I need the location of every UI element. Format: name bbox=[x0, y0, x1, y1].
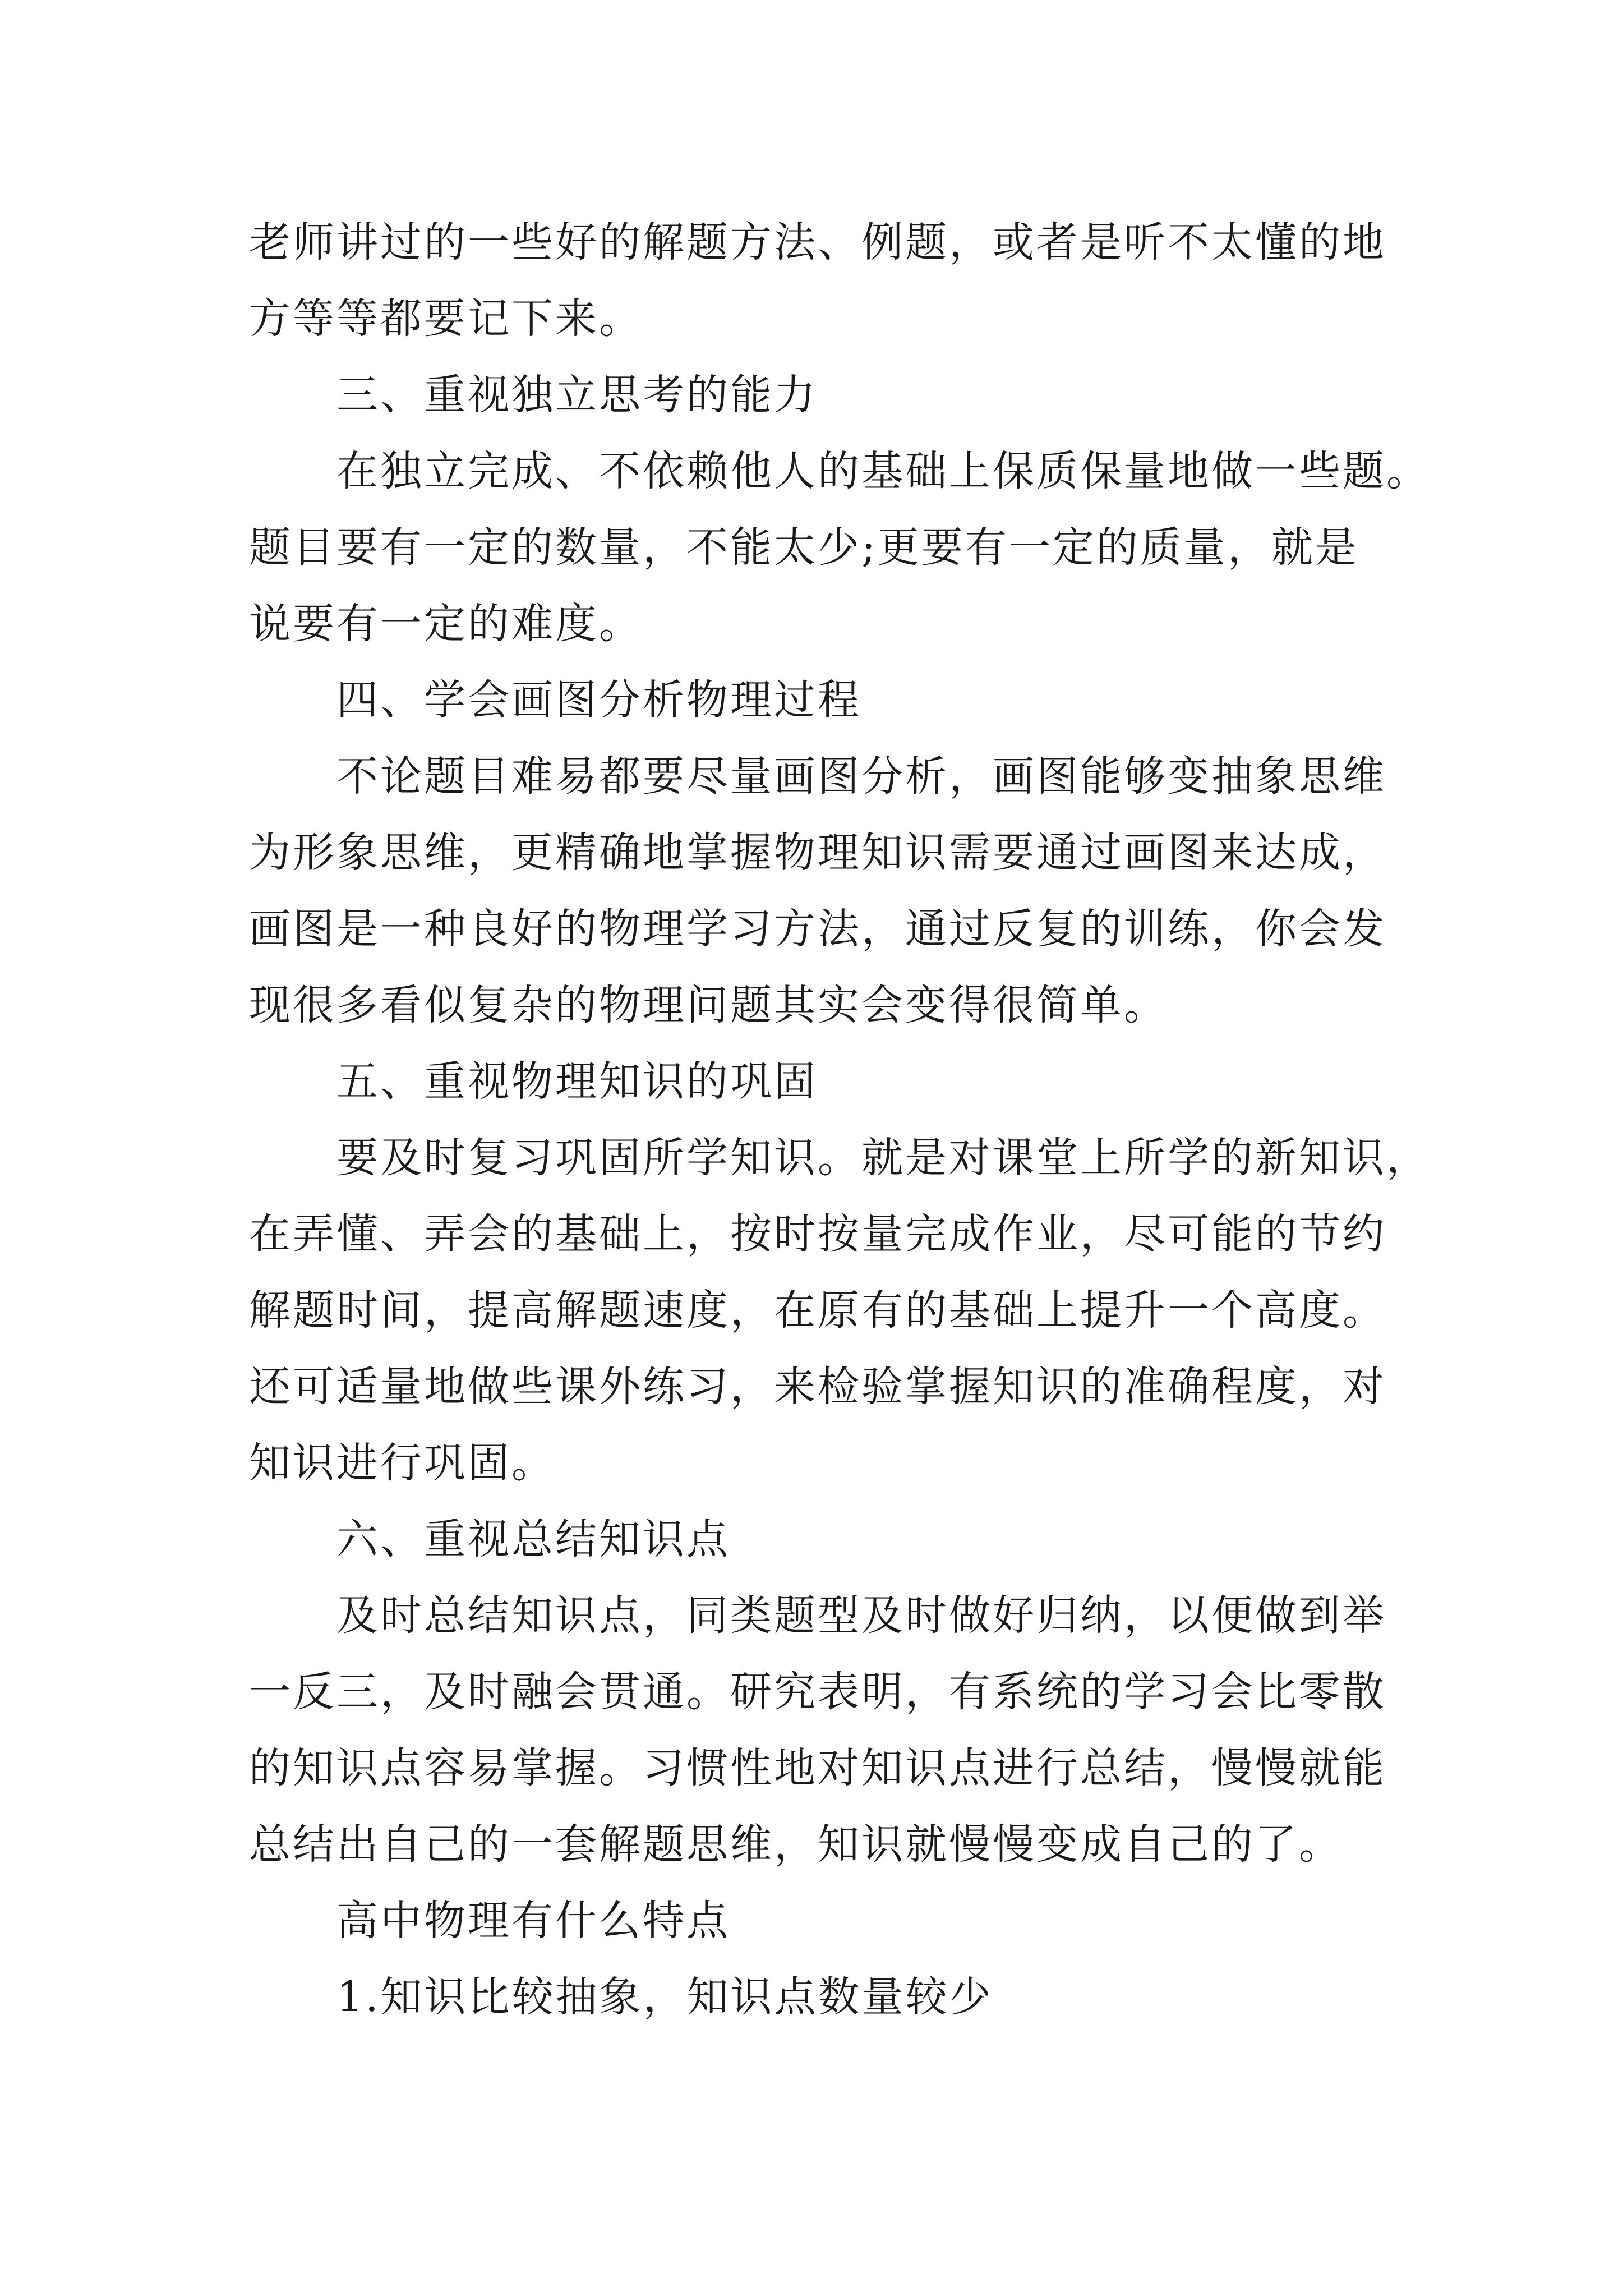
paragraph-line: 在弄懂、弄会的基础上，按时按量完成作业，尽可能的节约 bbox=[249, 1210, 1386, 1258]
list-item: 1.知识比较抽象，知识点数量较少 bbox=[336, 1973, 993, 2021]
paragraph-line: 题目要有一定的数量，不能太少;更要有一定的质量，就是 bbox=[249, 523, 1359, 572]
paragraph-line: 说要有一定的难度。 bbox=[249, 600, 643, 648]
paragraph-line: 及时总结知识点，同类题型及时做好归纳，以便做到举 bbox=[336, 1591, 1386, 1640]
section-heading: 五、重视物理知识的巩固 bbox=[336, 1057, 818, 1106]
paragraph-line: 为形象思维，更精确地掌握物理知识需要通过画图来达成， bbox=[249, 829, 1386, 877]
paragraph-line: 在独立完成、不依赖他人的基础上保质保量地做一些题。 bbox=[336, 447, 1430, 495]
paragraph-line: 现很多看似复杂的物理问题其实会变得很简单。 bbox=[249, 981, 1168, 1029]
paragraph-line: 总结出自己的一套解题思维，知识就慢慢变成自己的了。 bbox=[249, 1820, 1343, 1869]
paragraph-line: 解题时间，提高解题速度，在原有的基础上提升一个高度。 bbox=[249, 1286, 1386, 1335]
section-heading: 六、重视总结知识点 bbox=[336, 1515, 730, 1563]
paragraph-line: 要及时复习巩固所学知识。就是对课堂上所学的新知识， bbox=[336, 1134, 1430, 1182]
paragraph-line: 老师讲过的一些好的解题方法、例题，或者是听不太懂的地 bbox=[249, 218, 1386, 266]
paragraph-line: 画图是一种良好的物理学习方法，通过反复的训练，你会发 bbox=[249, 905, 1386, 953]
paragraph-line: 还可适量地做些课外练习，来检验掌握知识的准确程度，对 bbox=[249, 1363, 1386, 1411]
paragraph-line: 一反三，及时融会贯通。研究表明，有系统的学习会比零散 bbox=[249, 1668, 1386, 1716]
paragraph-line: 方等等都要记下来。 bbox=[249, 295, 643, 343]
section-heading: 三、重视独立思考的能力 bbox=[336, 371, 818, 419]
section-heading: 四、学会画图分析物理过程 bbox=[336, 676, 861, 724]
paragraph-line: 的知识点容易掌握。习惯性地对知识点进行总结，慢慢就能 bbox=[249, 1744, 1386, 1792]
paragraph-line: 不论题目难易都要尽量画图分析，画图能够变抽象思维 bbox=[336, 752, 1386, 800]
paragraph-line: 知识进行巩固。 bbox=[249, 1439, 555, 1487]
section-heading: 高中物理有什么特点 bbox=[336, 1897, 730, 1945]
